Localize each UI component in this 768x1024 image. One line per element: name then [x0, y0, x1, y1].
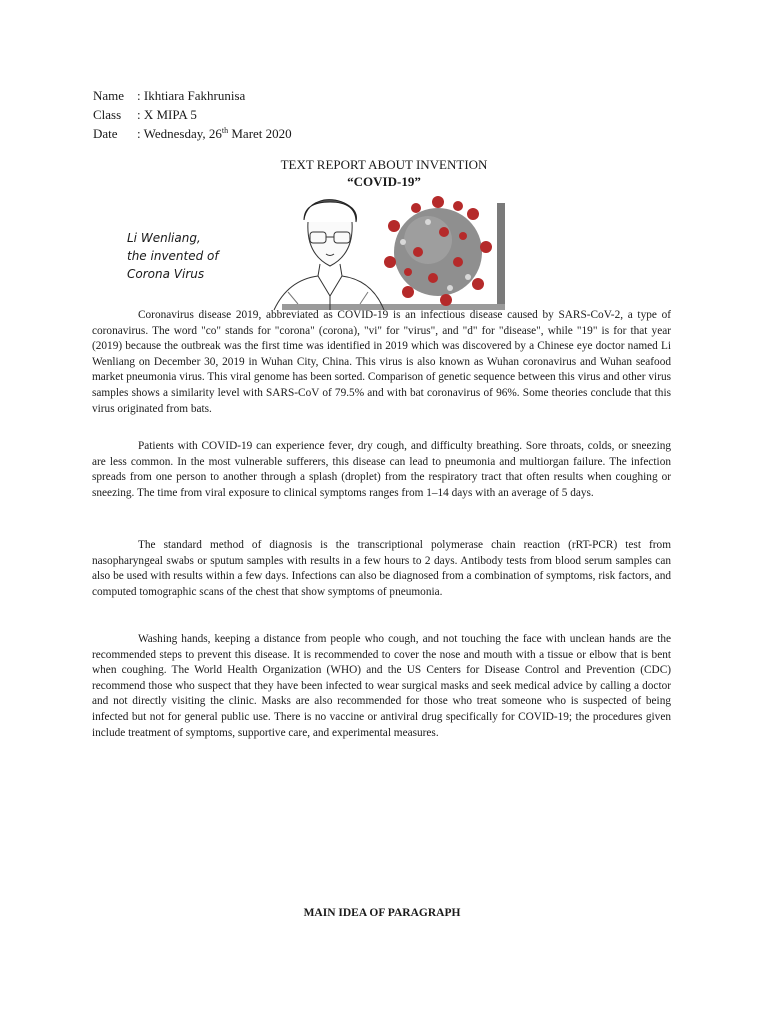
- paragraph-3: The standard method of diagnosis is the transcriptional polymerase chain reaction (rRT-PCR) test from nasopharyngeal swabs or sputum samples with results in a few hours to 2 days. Antibody tests from blood serum samples can also be used with results within a few days. Infections can also be diagnosed from a combination of symptoms, risk factors, and computed tomographic scans of the chest that show symptoms of pneumonia.: [92, 539, 671, 598]
- date-value: [137, 124, 292, 143]
- paragraph-2: Patients with COVID-19 can experience fever, dry cough, and difficulty breathing. Sore throats, colds, or sneezing are less common. In the most vulnerable sufferers, this disease can lead to pneumonia and multiorgan failure. The infection spreads from one person to another through a splash (droplet) from the respiratory tract that often results when coughing or sneezing. The time from viral exposure to clinical symptoms ranges from 1–14 days with an average of 5 days.: [92, 440, 671, 499]
- coronavirus-icon: [384, 196, 492, 306]
- date-value-prefix: : Wednesday, 26: [137, 126, 222, 141]
- image-caption: [127, 229, 219, 283]
- caption-line-2: the invented of: [127, 249, 219, 263]
- report-subtitle: “COVID-19”: [347, 174, 421, 189]
- report-title: TEXT REPORT ABOUT INVENTION: [280, 157, 488, 172]
- date-value-suffix: Maret 2020: [228, 126, 292, 141]
- caption-line-3: Corona Virus: [127, 267, 205, 281]
- class-value: : X MIPA 5: [137, 107, 197, 122]
- caption-line-1: Li Wenliang,: [127, 231, 201, 245]
- main-idea-heading: MAIN IDEA OF PARAGRAPH: [303, 907, 461, 919]
- date-label: Date: [93, 126, 118, 141]
- paragraph-1: Coronavirus disease 2019, abbreviated as COVID-19 is an infectious disease caused by SARS-CoV-2, a type of coronavirus. The word "co" stands for "corona" (corona), "vi" for "virus", and "d" for "disease", while "19" is for that year (2019) because the outbreak was the first time was identified in 2019 which was discovered by a Chinese eye doctor named Li Wenliang on December 30, 2019 in Wuhan City, China. This virus is also known as Wuhan coronavirus and Wuhan seafood market pneumonia virus. This viral genome has been sorted. Comparison of genetic sequence between this virus and other virus samples shows a similarity level with SARS-CoV of 79.5% and with bat coronavirus of 96%. Some theories conclude that this virus originated from bats.: [92, 309, 671, 415]
- portrait-sketch-icon: [274, 200, 384, 310]
- name-label: Name: [93, 88, 125, 103]
- class-label: Class: [93, 107, 122, 122]
- paragraph-4: Washing hands, keeping a distance from people who cough, and not touching the face with unclean hands are the recommended steps to prevent this disease. It is recommended to cover the nose and mouth with a tissue or elbow that is bent when coughing. The World Health Organization (WHO) and the US Centers for Disease Control and Prevention (CDC) recommend those who suspect that they have been infected to wear surgical masks and seek medical advice by calling a doctor and not directly visiting the clinic. Masks are also recommended for those who treat someone who is suspected of being infected but not for general public use. There is no vaccine or antiviral drug specifically for COVID-19; the procedures given include treatment of symptoms, supportive care, and experimental measures.: [92, 633, 671, 739]
- class-row: [93, 105, 292, 124]
- name-row: [93, 86, 292, 105]
- date-value-sup: th: [221, 126, 229, 135]
- name-value: : Ikhtiara Fakhrunisa: [137, 88, 246, 103]
- figure-image: [268, 192, 508, 312]
- date-row: [93, 124, 292, 143]
- student-info: [93, 86, 292, 143]
